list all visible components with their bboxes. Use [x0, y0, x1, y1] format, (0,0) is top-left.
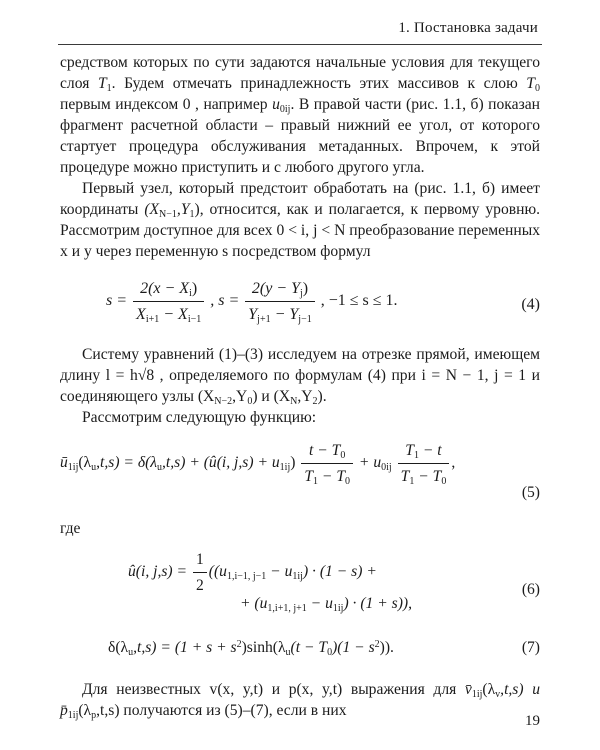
eq-text: )).	[379, 639, 394, 656]
subscript: u	[128, 647, 134, 658]
eq-text: ,t,s) = (1 + s + s	[133, 639, 237, 656]
fraction	[398, 440, 450, 487]
eq-text: û(i, j,s) =	[128, 563, 188, 581]
equation-7-formula	[108, 637, 394, 658]
text: ).	[317, 388, 327, 405]
fraction	[245, 278, 314, 325]
text: ,Y	[232, 388, 248, 405]
subscript: 0ij	[279, 104, 291, 115]
eq-text: )	[290, 454, 296, 472]
eq-text: )(1 − s	[332, 639, 375, 656]
subscript: 0ij	[381, 462, 392, 474]
eq-text: s =	[106, 292, 128, 310]
subscript: 1ij	[471, 689, 483, 700]
eq-text: + (u	[240, 595, 268, 612]
eq-text: − Y	[270, 306, 299, 323]
subscript: 1ij	[67, 710, 79, 721]
subscript: N	[290, 396, 298, 407]
symbol: )	[194, 201, 200, 218]
fraction	[133, 278, 204, 325]
eq-text: 2(y − Y	[251, 280, 300, 297]
equation-number: (7)	[521, 639, 540, 656]
fraction	[301, 440, 353, 487]
subscript: u	[91, 462, 97, 474]
subscript: 0	[534, 83, 540, 94]
subscript: u	[157, 462, 163, 474]
eq-text: δ(λ	[108, 639, 129, 656]
eq-text: , s =	[210, 292, 240, 310]
subscript: p	[91, 710, 97, 721]
equation-5	[60, 440, 540, 506]
text: первым индексом 0 , например	[60, 96, 268, 113]
eq-text: ,t,s) + (û(i, j,s) + u	[162, 454, 280, 472]
subscript: 1	[413, 450, 419, 461]
text: ,t,s) получаются из (5)–(7), если в них	[96, 702, 347, 719]
eq-text: T	[304, 468, 314, 485]
paragraph-1	[60, 52, 540, 178]
paragraph-5	[60, 679, 540, 721]
eq-text: (λ	[78, 454, 92, 472]
text: ) и (X	[252, 388, 291, 405]
equation-4-formula	[106, 278, 398, 325]
subscript: j+1	[257, 314, 271, 325]
symbol: (X	[144, 201, 160, 218]
symbol: u	[272, 96, 280, 113]
eq-text: T	[405, 442, 414, 459]
subscript: N−2	[214, 396, 233, 407]
eq-text: )sinh(λ	[241, 639, 286, 656]
denominator	[301, 463, 353, 487]
paragraph-3	[60, 344, 540, 407]
numerator	[245, 278, 314, 301]
subscript: 0	[340, 450, 346, 461]
denominator	[133, 301, 204, 325]
equation-6-line-1	[128, 549, 377, 596]
paragraph-2	[60, 178, 540, 262]
numerator: 1	[195, 551, 204, 568]
equation-number: (5)	[521, 484, 540, 501]
eq-text: ,t,s) = δ(λ	[96, 454, 158, 472]
text: Для неизвестных v(x, y,t) и p(x, y,t) выражения для	[82, 681, 457, 698]
superscript: 2	[236, 639, 242, 650]
running-header	[58, 10, 542, 45]
subscript: 0	[327, 647, 333, 658]
subscript: 0	[247, 396, 253, 407]
subscript: 1	[409, 476, 415, 487]
eq-text: − t	[418, 442, 442, 459]
subscript: v	[495, 689, 501, 700]
subscript: N−1	[159, 209, 177, 220]
page-number: 19	[525, 713, 540, 729]
numerator	[133, 278, 204, 301]
eq-text: Y	[248, 306, 258, 323]
text: Первый узел, который предстоит обработать на (рис. 1.1, б) имеет координаты	[60, 180, 540, 218]
denominator: 2	[193, 572, 207, 596]
eq-text: − u	[306, 595, 333, 612]
text: , относится, как и полагается, к первому уровню. Рассмотрим доступное для всех 0 < i, j < N преобразование переменных x и y через переменную s посредством формул	[60, 201, 540, 260]
subscript: 1	[106, 83, 112, 94]
symbol: T	[526, 75, 535, 92]
eq-text: − T	[414, 468, 442, 485]
text: (λ	[482, 681, 496, 698]
eq-text: X	[136, 306, 146, 323]
equation-6	[60, 549, 540, 621]
equation-5-formula	[60, 440, 455, 487]
eq-text: , −1 ≤ s ≤ 1.	[320, 292, 398, 310]
symbol: v̄	[464, 681, 472, 698]
numerator	[398, 440, 450, 463]
subscript: 1ij	[332, 603, 344, 614]
equation-number: (4)	[521, 296, 540, 313]
fraction	[193, 549, 207, 596]
eq-text: − X	[159, 306, 188, 323]
eq-text: + u	[355, 454, 382, 472]
page-body	[60, 52, 540, 721]
text: ,t,s) и p̄	[60, 681, 540, 719]
eq-text: )	[302, 280, 309, 297]
equation-7	[60, 631, 540, 671]
eq-text: ) · (1 − s) +	[302, 563, 377, 581]
text: . В правой части (рис. 1.1, б) показан фрагмент расчетной области – правый нижний ее угол, от которого стартует процедура обслуживания метаданных. Впрочем, к этой процедуре можно приступить и с любого другого угла.	[60, 96, 540, 176]
equation-6-line-2	[240, 593, 412, 614]
text: . Будем отмечать принадлежность этих массивов к слою	[111, 75, 518, 92]
subscript: 1,i+1, j+1	[267, 603, 307, 614]
eq-text: ) · (1 + s)),	[343, 595, 413, 612]
superscript: 2	[374, 639, 380, 650]
eq-text: t − T	[309, 442, 341, 459]
subscript: i	[189, 288, 192, 299]
symbol: ,Y	[176, 201, 190, 218]
numerator	[301, 440, 353, 463]
eq-text: ((u	[208, 563, 227, 581]
eq-text: )	[191, 280, 198, 297]
symbol: T	[97, 75, 107, 92]
subscript: 0	[345, 476, 351, 487]
subscript: 0	[441, 476, 447, 487]
eq-text: 2(x − X	[140, 280, 190, 297]
section-title: 1. Постановка задачи	[398, 20, 538, 36]
subscript: 1,i−1, j−1	[226, 571, 267, 583]
subscript: j	[300, 288, 303, 299]
eq-text: − T	[318, 468, 346, 485]
eq-text: (t − T	[290, 639, 328, 656]
text: Систему уравнений (1)–(3) исследуем на отрезке прямой, имеющем длину l = h√8 , определяемого по формулам (4) при i = N − 1, j = 1 и соединяющего узлы (X	[60, 346, 540, 405]
subscript: 1	[313, 476, 319, 487]
subscript: 1ij	[292, 571, 303, 583]
text: средством которых по сути задаются начальные условия для текущего слоя	[60, 54, 540, 92]
equation-number: (6)	[521, 581, 540, 598]
where-label: где	[60, 520, 81, 537]
subscript: 2	[312, 396, 318, 407]
subscript: i+1	[145, 314, 160, 325]
eq-text: − u	[266, 563, 293, 581]
paragraph-4: Рассмотрим следующую функцию:	[82, 409, 317, 426]
subscript: 1ij	[279, 462, 291, 474]
subscript: 1ij	[67, 462, 79, 474]
subscript: 1	[189, 209, 195, 220]
text: ,Y	[297, 388, 313, 405]
denominator	[398, 463, 450, 487]
eq-text: ,	[451, 454, 456, 472]
equation-4	[60, 274, 540, 334]
subscript: i−1	[187, 314, 202, 325]
subscript: j−1	[298, 314, 312, 325]
subscript: u	[285, 647, 291, 658]
text: (λ	[78, 702, 92, 719]
eq-text: ū	[60, 454, 68, 472]
denominator	[245, 301, 314, 325]
eq-text: T	[400, 468, 410, 485]
